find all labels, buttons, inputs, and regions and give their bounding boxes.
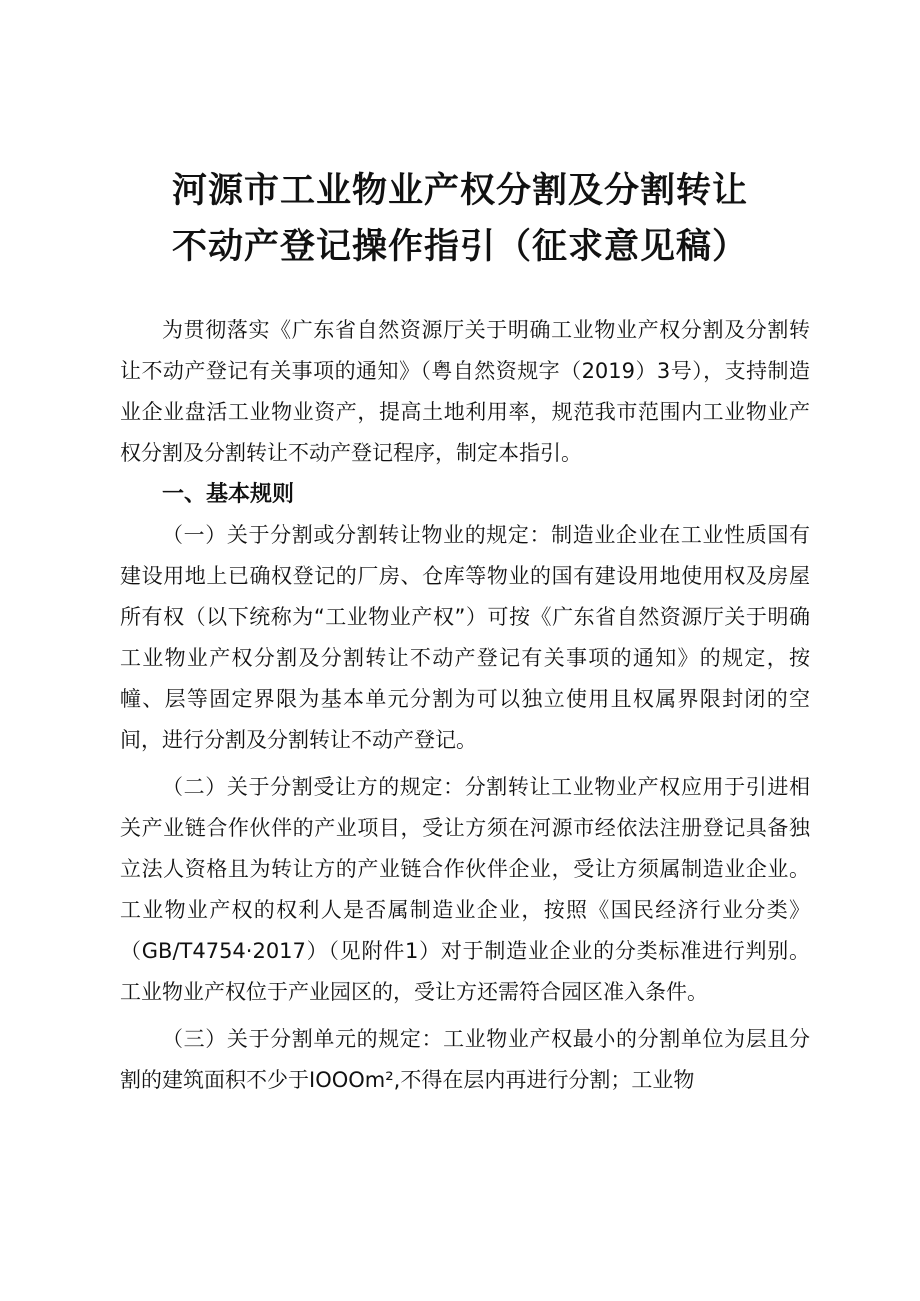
document-title-line1: 河源市工业物业产权分割及分割转让 [171,171,748,211]
clause-1-paragraph: （一）关于分割或分割转让物业的规定：制造业企业在工业性质国有建设用地上已确权登记的厂房、仓库等物业的国有建设用地使用权及房屋所有权（以下统称为“工业物业产权”）可按《广东省自然资源厅关于明确工业物业产权分割及分割转让不动产登记有关事项的通知》的规定，按幢、层等固定界限为基本单元分割为可以独立使用且权属界限封闭的空间，进行分割及分割转让不动产登记。 [120,523,810,752]
intro-paragraph: 为贯彻落实《广东省自然资源厅关于明确工业物业产权分割及分割转让不动产登记有关事项的通知》（粤自然资规字（2019）3号），支持制造业企业盘活工业物业资产，提高土地利用率，规范我市范围内工业物业产权分割及分割转让不动产登记程序，制定本指引。 [120,318,810,465]
clause-3-paragraph: （三）关于分割单元的规定：工业物业产权最小的分割单位为层且分割的建筑面积不少于IOOOm²,不得在层内再进行分割；工业物 [120,1027,810,1092]
section-heading-basic-rules: 一、基本规则 [162,482,295,507]
document-body [120,310,810,1101]
clause-2-paragraph: （二）关于分割受让方的规定：分割转让工业物业产权应用于引进相关产业链合作伙伴的产业项目，受让方须在河源市经依法注册登记具备独立法人资格且为转让方的产业链合作伙伴企业，受让方须属制造业企业。工业物业产权的权利人是否属制造业企业，按照《国民经济行业分类》（GB/T4754·2017）（见附件1）对于制造业企业的分类标准进行判别。工业物业产权位于产业园区的，受让方还需符合园区准入条件。 [120,775,810,1004]
document-title-line2: 不动产登记操作指引（征求意见稿） [171,227,748,267]
